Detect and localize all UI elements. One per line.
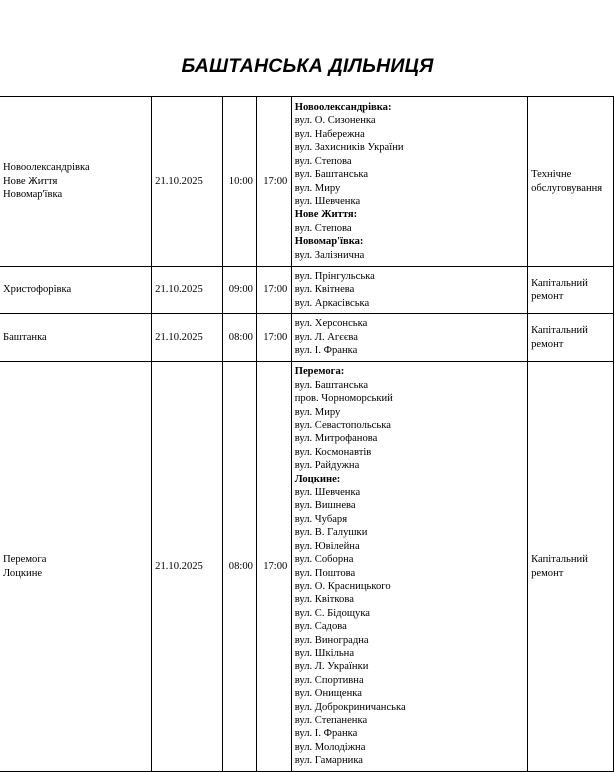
streets-cell xyxy=(291,362,527,772)
street-name: вул. Квіткова xyxy=(294,594,354,606)
work-type-cell xyxy=(528,97,614,267)
date-cell xyxy=(152,267,223,314)
start-time: 08:00 xyxy=(228,331,253,343)
work-type: обслуговування xyxy=(531,182,603,194)
settlements-cell xyxy=(0,314,152,362)
street-name: вул. Спортивна xyxy=(294,674,364,686)
street-name: вул. І. Франка xyxy=(294,728,358,740)
street-name: вул. О. Сизоненка xyxy=(294,115,376,127)
street-name: вул. Прінгульська xyxy=(294,270,375,282)
settlement-name: Христофорівка xyxy=(3,284,72,296)
settlements-cell xyxy=(0,267,152,314)
streets-cell xyxy=(291,97,527,267)
table-row xyxy=(0,314,614,362)
start-time-cell xyxy=(222,267,256,314)
street-name: вул. Квітнева xyxy=(294,284,355,296)
street-name: вул. Шевченка xyxy=(294,487,361,499)
street-name: вул. С. Бідощука xyxy=(294,607,371,619)
start-time-cell xyxy=(222,97,256,267)
street-name: вул. Молодіжна xyxy=(294,741,366,753)
street-name: вул. Доброкриничанська xyxy=(294,701,406,713)
street-name: вул. Севастопольська xyxy=(294,420,391,432)
street-name: вул. Ювілейна xyxy=(294,540,360,552)
end-time-cell xyxy=(256,267,291,314)
start-time: 10:00 xyxy=(228,175,253,187)
street-name: вул. Баштанська xyxy=(294,379,369,391)
end-time-cell xyxy=(256,314,291,362)
street-name: вул. І. Франка xyxy=(294,345,358,357)
street-name: вул. Райдужна xyxy=(294,460,360,472)
end-time-cell xyxy=(256,362,291,772)
street-name: вул. Степова xyxy=(294,155,352,167)
street-name: вул. Миру xyxy=(294,406,341,418)
settlements-cell xyxy=(0,97,152,267)
end-time: 17:00 xyxy=(263,175,288,187)
street-name: пров. Чорноморський xyxy=(294,393,393,405)
end-time-cell xyxy=(256,97,291,267)
street-name: вул. Чубаря xyxy=(294,513,348,525)
outage-schedule-table xyxy=(0,96,614,772)
work-type: Капітальний xyxy=(531,554,588,566)
work-type-cell xyxy=(528,362,614,772)
settlement-name: Перемога xyxy=(3,554,47,566)
streets-cell xyxy=(291,314,527,362)
settlements-cell xyxy=(0,362,152,772)
street-name: вул. Херсонська xyxy=(294,318,368,330)
street-name: вул. Гамарника xyxy=(294,755,364,767)
street-name: вул. Соборна xyxy=(294,554,354,566)
street-name: вул. Онищенка xyxy=(294,688,362,700)
outage-date: 21.10.2025 xyxy=(155,284,203,296)
street-name: вул. Садова xyxy=(294,621,347,633)
end-time: 17:00 xyxy=(263,560,288,572)
street-name: вул. Космонавтів xyxy=(294,446,372,458)
street-name: вул. Набережна xyxy=(294,128,365,140)
street-name: вул. Миру xyxy=(294,182,341,194)
street-name: вул. Виноградна xyxy=(294,634,369,646)
street-name: вул. Аркасівська xyxy=(294,297,370,309)
street-name: вул. Митрофанова xyxy=(294,433,378,445)
settlement-heading: Перемога: xyxy=(294,366,345,378)
street-name: вул. Степаненка xyxy=(294,714,368,726)
street-name: вул. Вишнева xyxy=(294,500,356,512)
street-name: вул. Шевченка xyxy=(294,195,361,207)
street-name: вул. Шкільна xyxy=(294,647,355,659)
outage-date: 21.10.2025 xyxy=(155,560,203,572)
street-name: вул. О. Красницького xyxy=(294,580,391,592)
settlement-name: Баштанка xyxy=(3,331,47,343)
work-type: ремонт xyxy=(531,338,564,350)
work-type: ремонт xyxy=(531,291,564,302)
work-type: ремонт xyxy=(531,567,564,579)
end-time: 17:00 xyxy=(263,331,288,343)
start-time-cell xyxy=(222,362,256,772)
street-name: вул. В. Галушки xyxy=(294,527,368,539)
street-name: вул. Степова xyxy=(294,222,352,234)
end-time: 17:00 xyxy=(263,284,288,296)
table-row xyxy=(0,267,614,314)
settlement-name: Нове Життя xyxy=(3,175,58,187)
table-row xyxy=(0,97,614,267)
table-row xyxy=(0,362,614,772)
settlement-name: Лоцкине xyxy=(3,567,43,579)
street-name: вул. Баштанська xyxy=(294,169,369,181)
work-type-cell xyxy=(528,314,614,362)
page-title: БАШТАНСЬКА ДІЛЬНИЦЯ xyxy=(181,55,434,77)
street-name: вул. Поштова xyxy=(294,567,356,579)
settlement-heading: Лоцкине: xyxy=(294,473,341,485)
street-name: вул. Захисників України xyxy=(294,142,404,154)
street-name: вул. Л. Агєєва xyxy=(294,331,358,343)
street-name: вул. Л. Українки xyxy=(294,661,369,673)
work-type: Капітальний xyxy=(531,277,588,289)
date-cell xyxy=(152,97,223,267)
work-type: Технічне xyxy=(531,169,572,181)
start-time-cell xyxy=(222,314,256,362)
start-time: 08:00 xyxy=(228,560,253,572)
settlement-name: Новоолександрівка xyxy=(3,162,90,174)
start-time: 09:00 xyxy=(228,284,253,296)
street-name: вул. Залізнична xyxy=(294,249,365,261)
date-cell xyxy=(152,314,223,362)
outage-date: 21.10.2025 xyxy=(155,175,203,187)
settlement-heading: Новоолександрівка: xyxy=(294,102,392,114)
work-type: Капітальний xyxy=(531,325,588,337)
settlement-name: Новомар'ївка xyxy=(3,189,63,201)
work-type-cell xyxy=(528,267,614,314)
streets-cell xyxy=(291,267,527,314)
settlement-heading: Нове Життя: xyxy=(294,209,358,221)
outage-date: 21.10.2025 xyxy=(155,331,203,343)
date-cell xyxy=(152,362,223,772)
settlement-heading: Новомар'ївка: xyxy=(294,236,364,248)
